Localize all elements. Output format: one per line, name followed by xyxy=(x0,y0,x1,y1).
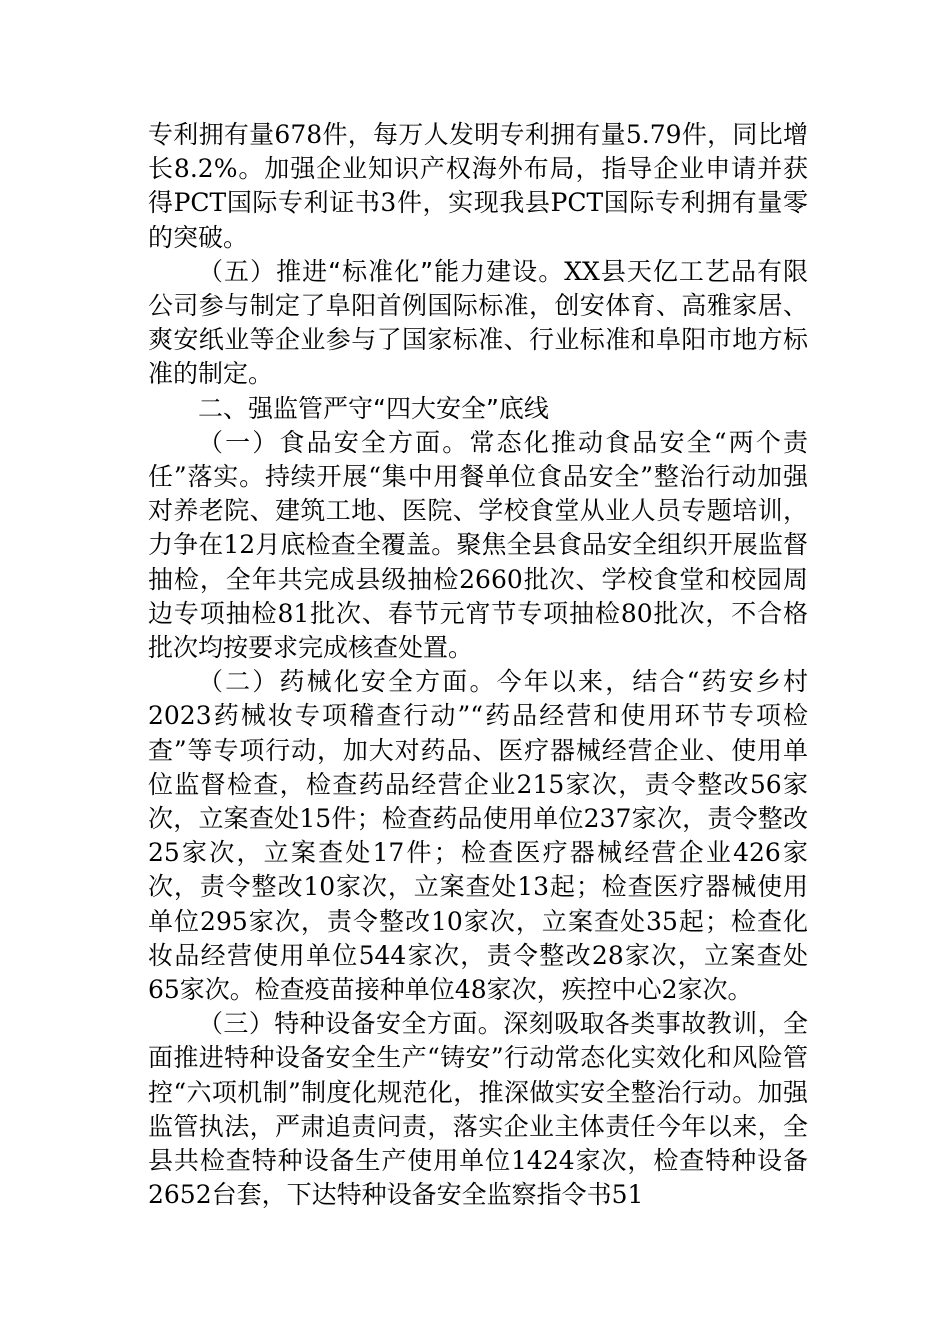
paragraph-standardization xyxy=(148,255,808,392)
paragraph-drug-safety xyxy=(148,665,808,1007)
paragraph-text: 常态化推动食品安全“两个责任”落实。持续开展“集中用餐单位食品安全”整治行动加强对养老院、建筑工地、医院、学校食堂从业人员专题培训，力争在12月底检查全覆盖。聚焦全县食品安全组织开展监督抽检，全年共完成县级抽检2660批次、学校食堂和校园周边专项抽检81批次、春节元宵节专项抽检80批次，不合格批次均按要求完成核查处置。 xyxy=(148,427,808,663)
paragraph-equipment-safety xyxy=(148,1007,808,1212)
paragraph-lead: （二）药械化安全方面。 xyxy=(198,667,497,697)
document-page xyxy=(148,118,808,1213)
section-heading: 二、强监管严守“四大安全”底线 xyxy=(198,393,549,423)
paragraph-lead: （五）推进“标准化”能力建设。 xyxy=(198,256,565,286)
paragraph-lead: （三）特种设备安全方面。 xyxy=(198,1009,504,1039)
paragraph-text: 今年以来，结合“药安乡村2023药械妆专项稽查行动”“药品经营和使用环节专项检查”等专项行动，加大对药品、医疗器械经营企业、使用单位监督检查，检查药品经营企业215家次，责令整改56家次，立案查处15件；检查药品使用单位237家次，责令整改25家次，立案查处17件；检查医疗器械经营企业426家次，责令整改10家次，立案查处13起；检查医疗器械使用单位295家次，责令整改10家次，立案查处35起；检查化妆品经营使用单位544家次，责令整改28家次，立案查处65家次。检查疫苗接种单位48家次，疾控中心2家次。 xyxy=(148,667,808,1005)
paragraph-text: 深刻吸取各类事故教训，全面推进特种设备安全生产“铸安”行动常态化实效化和风险管控“六项机制”制度化规范化，推深做实安全整治行动。加强监管执法，严肃追责问责，落实企业主体责任今年以来，全县共检查特种设备生产使用单位1424家次，检查特种设备2652台套，下达特种设备安全监察指令书51 xyxy=(148,1009,808,1210)
paragraph-patents xyxy=(148,118,808,255)
paragraph-lead: （一）食品安全方面。 xyxy=(198,427,470,457)
paragraph-food-safety xyxy=(148,426,808,665)
paragraph-text: 专利拥有量678件，每万人发明专利拥有量5.79件，同比增长8.2%。加强企业知识产权海外布局，指导企业申请并获得PCT国际专利证书3件，实现我县PCT国际专利拥有量零的突破。 xyxy=(148,120,808,252)
paragraph-text: XX县天亿工艺品有限公司参与制定了阜阳首例国际标准，创安体育、高雅家居、爽安纸业等企业参与了国家标准、行业标准和阜阳市地方标准的制定。 xyxy=(148,256,808,389)
